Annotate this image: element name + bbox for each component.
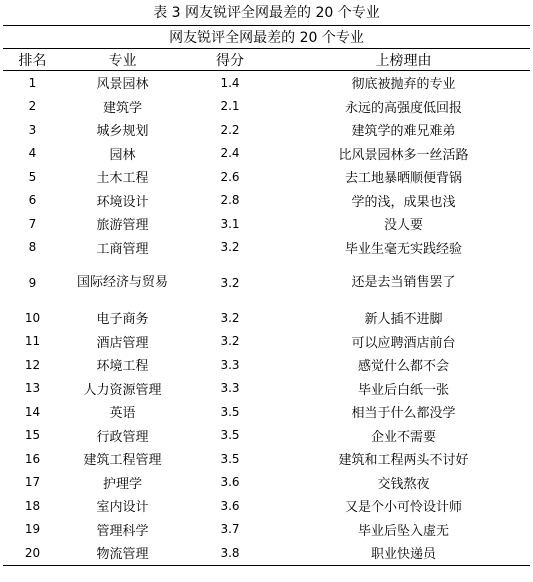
score-cell: 3.5 xyxy=(220,451,240,466)
rank-cell: 15 xyxy=(24,428,41,443)
score-cell: 2.2 xyxy=(220,122,240,137)
score-cell: 3.3 xyxy=(220,381,240,396)
rank-cell: 7 xyxy=(28,216,37,231)
reason-cell: 职业快递员 xyxy=(277,541,530,565)
header-rank: 排名 xyxy=(3,49,62,71)
reason-cell: 学的浅，成果也浅 xyxy=(351,194,456,210)
major-cell: 管理科学 xyxy=(96,523,149,539)
reason-cell: 永远的高强度低回报 xyxy=(345,100,463,116)
score-cell: 3.6 xyxy=(220,475,240,490)
table-row xyxy=(3,259,530,306)
table-row xyxy=(3,165,530,189)
table-row xyxy=(3,424,530,448)
rank-cell: 8 xyxy=(28,240,37,255)
rank-cell: 11 xyxy=(24,334,41,349)
score-cell: 3.2 xyxy=(220,240,240,255)
major-cell: 行政管理 xyxy=(96,429,149,445)
table-header-row xyxy=(3,49,530,71)
score-cell: 3.2 xyxy=(220,310,240,325)
score-cell: 2.1 xyxy=(220,99,240,114)
score-cell: 3.1 xyxy=(220,216,240,231)
rank-cell: 2 xyxy=(28,99,37,114)
score-cell: 3.5 xyxy=(220,404,240,419)
reason-cell: 交钱熬夜 xyxy=(377,476,430,492)
reason-cell: 建筑学的难兄难弟 xyxy=(351,124,456,140)
reason-cell: 新人插不进脚 xyxy=(364,312,443,328)
table-banner-row xyxy=(3,26,530,49)
table-row xyxy=(3,189,530,213)
major-cell: 电子商务 xyxy=(96,312,149,328)
major-cell: 酒店管理 xyxy=(96,335,149,351)
major-cell: 风景园林 xyxy=(96,77,149,93)
major-cell: 建筑工程管理 xyxy=(83,453,162,469)
major-cell: 建筑学 xyxy=(102,100,142,116)
table-row xyxy=(3,118,530,142)
score-cell: 3.2 xyxy=(220,275,240,290)
table-row xyxy=(3,377,530,401)
major-cell: 旅游管理 xyxy=(96,218,149,234)
table-caption: 表 3 网友锐评全网最差的 20 个专业 xyxy=(153,5,380,21)
rank-cell: 5 xyxy=(28,169,37,184)
reason-cell: 建筑和工程两头不讨好 xyxy=(338,453,469,469)
reason-cell: 又是个小可怜设计师 xyxy=(345,500,463,516)
table-row xyxy=(3,400,530,424)
rank-cell: 19 xyxy=(24,522,41,537)
table-row xyxy=(3,471,530,495)
score-cell: 3.3 xyxy=(220,357,240,372)
reason-cell: 感觉什么都不会 xyxy=(358,359,450,375)
table-row xyxy=(3,212,530,236)
reason-cell: 毕业后坠入虚无 xyxy=(358,523,450,539)
reason-cell: 去工地暴晒顺便背锅 xyxy=(345,171,463,187)
rank-cell: 17 xyxy=(24,475,41,490)
header-major: 专业 xyxy=(62,49,183,71)
rank-cell: 1 xyxy=(28,75,37,90)
table-row xyxy=(3,447,530,471)
major-cell: 人力资源管理 xyxy=(83,382,162,398)
major-cell: 土木工程 xyxy=(96,171,149,187)
reason-cell: 毕业后白纸一张 xyxy=(358,382,450,398)
major-cell: 环境设计 xyxy=(96,194,149,210)
rank-cell: 6 xyxy=(28,193,37,208)
header-score: 得分 xyxy=(183,49,277,71)
major-cell: 工商管理 xyxy=(96,241,149,257)
reason-cell: 企业不需要 xyxy=(371,429,437,445)
reason-cell: 比风景园林多一丝活路 xyxy=(338,147,469,163)
reason-cell: 相当于什么都没学 xyxy=(351,406,456,422)
score-cell: 2.8 xyxy=(220,193,240,208)
header-reason: 上榜理由 xyxy=(277,49,530,71)
major-cell: 室内设计 xyxy=(96,500,149,516)
major-cell: 英语 xyxy=(109,406,136,422)
reason-cell: 还是去当销售罢了 xyxy=(351,274,456,290)
rank-cell: 9 xyxy=(28,275,37,290)
rank-cell: 13 xyxy=(24,381,41,396)
reason-cell: 没人要 xyxy=(384,218,424,234)
reason-cell: 可以应聘酒店前台 xyxy=(351,335,456,351)
rank-cell: 3 xyxy=(28,122,37,137)
major-cell: 环境工程 xyxy=(96,359,149,375)
score-cell: 1.4 xyxy=(220,75,240,90)
reason-cell: 彻底被抛弃的专业 xyxy=(351,77,456,93)
rank-cell: 14 xyxy=(24,404,41,419)
score-cell: 3.6 xyxy=(220,498,240,513)
table-banner: 网友锐评全网最差的 20 个专业 xyxy=(3,26,530,49)
major-cell: 城乡规划 xyxy=(96,124,149,140)
table-row xyxy=(3,541,530,565)
rank-cell: 4 xyxy=(28,146,37,161)
reason-cell: 毕业生毫无实践经验 xyxy=(345,241,463,257)
table-row xyxy=(3,236,530,260)
table-row xyxy=(3,494,530,518)
table-row xyxy=(3,353,530,377)
score-cell: 3.5 xyxy=(220,428,240,443)
major-cell: 园林 xyxy=(109,147,136,163)
table-row xyxy=(3,95,530,119)
score-cell: 3.8 xyxy=(183,541,277,565)
score-cell: 2.6 xyxy=(220,169,240,184)
rank-cell: 12 xyxy=(24,357,41,372)
table-row xyxy=(3,142,530,166)
score-cell: 2.4 xyxy=(220,146,240,161)
score-cell: 3.2 xyxy=(220,334,240,349)
table-row xyxy=(3,330,530,354)
score-cell: 3.7 xyxy=(220,522,240,537)
rank-cell: 18 xyxy=(24,498,41,513)
rank-cell: 10 xyxy=(24,310,41,325)
major-cell: 物流管理 xyxy=(62,541,183,565)
major-cell: 护理学 xyxy=(102,476,142,492)
major-cell: 国际经济与贸易 xyxy=(76,274,168,290)
table-row xyxy=(3,518,530,542)
rank-cell: 16 xyxy=(24,451,41,466)
table-row xyxy=(3,306,530,330)
rank-cell: 20 xyxy=(3,541,62,565)
ranking-table xyxy=(3,25,530,566)
table-row xyxy=(3,71,530,95)
